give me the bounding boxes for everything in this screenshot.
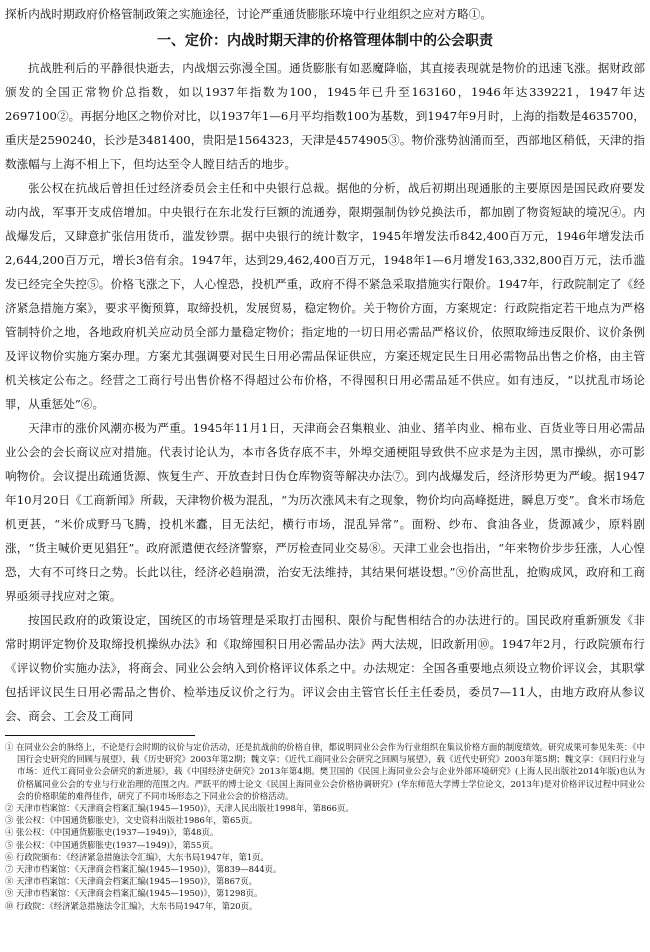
paragraph-1: 抗战胜利后的平静很快逝去，内战烟云弥漫全国。通货膨胀有如恶魔降临，其直接表现就是物价的迅速飞涨。据财政部颁发的全国正常物价总指数，如以1937年指数为100，1945年已升至163160，1946年达339221，1947年达2697100②。再据分地区之物价对比，以1937年1—6月平均指数100为基数，到1947年9月时，上海的指数是4635700，重庆是2590240，长沙是3481400，贵阳是1564323，天津是4574905③。物价涨势汹涌而至，西部地区稍低，天津的指数涨幅与上海不相上下，但均达至令人瞠目结舌的地步。: [5, 61, 645, 171]
paragraph-3: 天津市的涨价风潮亦极为严重。1945年11月1日，天津商会召集粮业、油业、猪羊肉业、棉布业、百货业等日用必需品业公会的会长商议应对措施。代表讨论认为，本市各货存底不丰，外埠交通梗阻导致供不应求是为主因，黑市操纵，亦可影响物价。会议提出疏通货源、恢复生产、开放查封日伪仓库物资等解决办法⑦。到内战爆发后，经济形势更为严峻。据1947年10月20日《工商新闻》所载，天津物价极为混乱，“为历次涨风未有之现象，物价均向高峰挺进，瞬息万变”。食米市场危机更甚，“米价成野马飞腾，投机米蠹，目无法纪，横行市场，混乱异常”。面粉、纱布、食油各业，货源减少，原料剧涨，“货主喊价更见猖狂”。政府派遣便衣经济警察，严厉检查同业交易⑧。天津工业会也指出，“年来物价步步狂涨，人心惶恐，大有不可终日之势。长此以往，经济必趋崩溃，治安无法维持，其结果何堪设想。”⑨价高世乱，抢购成风，政府和工商界亟须寻找应对之策。: [5, 421, 645, 603]
paper-page: [5, 0, 645, 912]
footnote-9: ⑨ 天津市档案馆：《天津商会档案汇编(1945—1950)》，第1298页。: [5, 888, 263, 899]
footnote-3: ③ 张公权：《中国通货膨胀史》，文史资料出版社1986年，第65页。: [5, 815, 258, 826]
footnote-4: ④ 张公权：《中国通货膨胀史(1937—1949)》，第48页。: [5, 827, 219, 838]
footnote-5: ⑤ 张公权：《中国通货膨胀史(1937—1949)》，第55页。: [5, 839, 219, 850]
footnotes: [5, 741, 645, 912]
footnote-7: ⑦ 天津市档案馆：《天津商会档案汇编(1945—1950)》，第839—844页。: [5, 864, 282, 875]
footnote-1: ① 在同业公会的脉络上，不论是行会时期的议价与定价活动，还是抗战前的价格自律，都说明同业公会作为行业组织在集议价格方面的制度绩效。研究成果可参见朱英：《中国行会史研究的回顾与展望》，载《历史研究》2003年第2期；魏文享：《近代工商同业公会研究之回顾与展望》，载《近代史研究》2003年第5期；魏文享：《回归行业与市场：近代工商同业公会研究的新进展》，载《中国经济史研究》2013年第4期。樊卫国的《民国上海同业公会与企业外部环境研究》(上海人民出版社2014年版)也认为价格属同业公会的专业与行业治理的范围之内。严跃平的博士论文《民国上海同业公会价格协调研究》(华东师范大学博士学位论文，2013年)是对价格评议过程中同业公会的价格职能的难得佳作，研究了不同市场形态之下同业公会的价格活动。: [5, 742, 645, 801]
intro-line: 探析内战时期政府价格管制政策之实施途径，讨论严重通货膨胀环境中行业组织之应对方略①。: [5, 7, 492, 21]
footnote-divider: [5, 735, 195, 736]
footnote-6: ⑥ 行政院颁布：《经济紧急措施法令汇编》，大东书局1947年，第1页。: [5, 851, 269, 862]
paragraph-4: 按国民政府的政策设定，国统区的市场管理是采取打击囤积、限价与配售相结合的办法进行的。国民政府重新颁发《非常时期评定物价及取缔投机操纵办法》和《取缔囤积日用必需品办法》两大法规，旧政新用⑩。1947年2月，行政院颁布行《评议物价实施办法》，将商会、同业公会纳入到价格评议体系之中。办法规定：全国各重要地点须设立物价评议会，其职掌包括评议民生日用必需品之售价、检举违反议价之行为。评议会由主管官长任主任委员，委员7—11人，由地方政府从参议会、商会、工会及工商同: [5, 613, 645, 723]
paragraph-2: 张公权在抗战后曾担任过经济委员会主任和中央银行总裁。据他的分析，战后初期出现通胀的主要原因是国民政府要发动内战，军事开支成倍增加。中央银行在东北发行巨额的流通券，限期强制伪钞兑换法币，都加剧了物资短缺的境况④。内战爆发后，又肆意扩张信用货币，滥发钞票。据中央银行的统计数字，1945年增发法币842,400百万元，1946年增发法币2,644,200百万元，增长3倍有余。1947年，达到29,462,400百万元，1948年1—6月增发163,332,800百万元，法币滥发已经完全失控⑤。价格飞涨之下，人心惶恐，投机严重，政府不得不紧急采取措施实行限价。1947年，行政院制定了《经济紧急措施方案》，要求平衡预算，取缔投机，发展贸易，稳定物价。关于物价方面，方案规定：行政院指定若干地点为严格管制特价之地，各地政府机关应动员全部力量稳定物价；指定地的一切日用必需品严格议价，依照取缔违反限价、议价条例及评议物价实施方案办理。方案尤其强调要对民生日用必需品保证供应，方案还规定民生日用必需物品出售之价格，由主管机关核定公布之。经营之工商行号出售价格不得超过公布价格，不得囤积日用必需品延不供应。如有违反，“以扰乱市场论罪，从重惩处”⑥。: [5, 181, 645, 411]
section-title: 一、定价：内战时期天津的价格管理体制中的公会职责: [157, 33, 493, 49]
footnote-8: ⑧ 天津市档案馆：《天津商会档案汇编(1945—1950)》，第867页。: [5, 876, 258, 887]
footnote-2: ② 天津市档案馆：《天津商会档案汇编(1945—1950)》，天津人民出版社1998年，第866页。: [5, 803, 354, 814]
footnote-10: ⑩ 行政院：《经济紧急措施法令汇编》，大东书局1947年，第20页。: [5, 900, 258, 911]
body-text: [5, 56, 645, 728]
